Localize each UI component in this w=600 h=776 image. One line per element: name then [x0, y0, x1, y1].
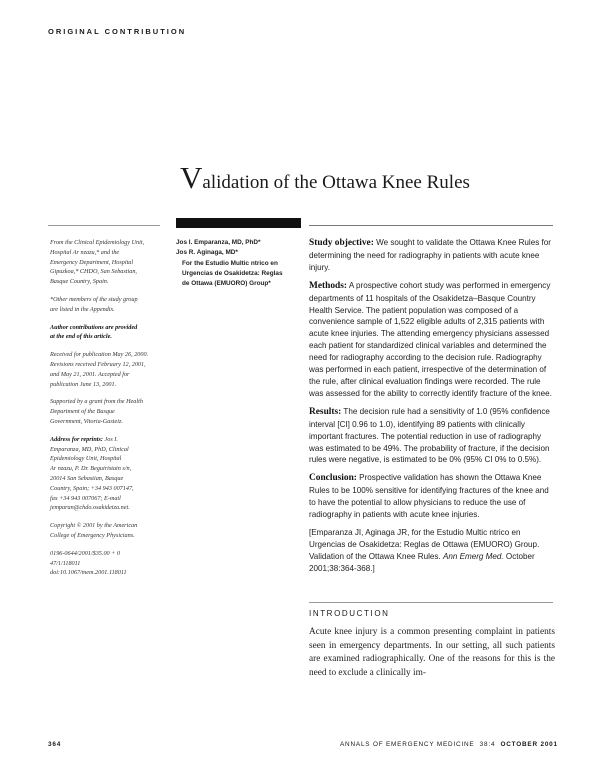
contributions-note: Author contributions are provided at the end of this article. [50, 323, 138, 341]
introduction-text: Acute knee injury is a common presenting complaint in patients seen in emergency departments. In our setting, all such patients are examined radiographically. One of the reasons for this is the need to exclude a clinically im- [309, 627, 555, 679]
dates-note: Received for publication May 26, 2000. Revisions received February 12, 2001, and May 21, 2001. Accepted for publication June 13, 2001. [50, 351, 149, 388]
affiliation-note: From the Clinical Epidemiology Unit, Hospital Ar nzazu,* and the Emergency Department, Hospital Gipuzkoa,* CHDO, San Sebastian, Basque Country, Spain. [50, 239, 145, 286]
introduction-divider [309, 602, 553, 603]
doi-note: 0196-0644/2001/$35.00 + 0 47/1/118011 doi:10.1067/mem.2001.118011 [50, 549, 127, 577]
journal-name: ANNALS OF EMERGENCY MEDICINE [340, 741, 475, 748]
running-footer [340, 741, 558, 748]
journal-volume: 38:4 [479, 741, 496, 748]
abstract-citation: [Emparanza JI, Aginaga JR, for the Estudio Multic ntrico en Urgencias de Osakidetza: Reglas de Ottawa (EMUORO) Group. Validation of the Ottawa Knee Rules. Ann Emerg Med. October 2001;38:364-368.] [309, 527, 540, 573]
introduction-heading: INTRODUCTION [309, 609, 390, 618]
title-initial: V [180, 160, 203, 195]
author-list [176, 238, 304, 289]
author-bar [176, 218, 301, 228]
abstract-results: Results: The decision rule had a sensitivity of 1.0 (95% confidence interval [CI] 0.96 to 1.0), identifying 89 patients with clinically important fractures. The potential reduction in use of radiography was estimated to be 49%. The probability of fracture, if the decision rules were negative, is estimated to be 0% (95% CI 0% to 0.5%). [309, 406, 550, 465]
members-note: *Other members of the study group are listed in the Appendix. [50, 295, 138, 313]
page-number: 364 [48, 741, 62, 748]
author-1: Jos I. Emparanza, MD, PhD* [176, 239, 261, 246]
abstract [309, 237, 555, 581]
study-group: For the Estudio Multic ntrico en Urgencias de Osakidetza: Reglas de Ottawa (EMUORO) Group* [182, 259, 283, 288]
article-title [180, 160, 470, 196]
support-note: Supported by a grant from the Health Department of the Basque Government, Vitoria-Gasteiz. [50, 398, 143, 425]
abstract-methods: Methods: A prospective cohort study was performed in emergency departments of 11 hospitals of the Osakidetza–Basque Country Health Service. The patient population was composed of a convenience sample of 1,522 eligible adults of 2,315 patients with acute knee injuries. The attending emergency physicians assessed each patient for standardized clinical variables and determined the need for radiography according to the decision rule. Radiography was performed in each patient, irrespective of the determination of the rule, after clinical evaluation findings were recorded. The rule was assessed for the ability to correctly identify fracture of the knee. [309, 280, 552, 398]
author-notes [50, 238, 165, 586]
journal-date: OCTOBER 2001 [500, 741, 558, 748]
abstract-divider [309, 225, 553, 226]
left-divider [48, 225, 160, 226]
section-label: ORIGINAL CONTRIBUTION [48, 27, 187, 36]
title-rest: alidation of the Ottawa Knee Rules [202, 172, 470, 193]
copyright-note: Copyright © 2001 by the American College of Emergency Physicians. [50, 522, 138, 539]
abstract-conclusion: Conclusion: Prospective validation has shown the Ottawa Knee Rules to be 100% sensitive for identifying fractures of the knee and to have the potential to allow physicians to reduce the use of radiography in patients with acute knee injuries. [309, 473, 549, 520]
author-2: Jos R. Aginaga, MD* [176, 249, 238, 257]
reprints-note: Address for reprints: Jos I. Emparanza, MD, PhD, Clinical Epidemiology Unit, Hospital Ar nzazu, P. Dr. Beguiristain s/n, 20014 San Sebastian, Basque Country, Spain; +34 943 007147, fax +34 943 007067; E-mail jemparan@chdo.osakidetza.net. [50, 435, 134, 512]
abstract-objective: Study objective: We sought to validate the Ottawa Knee Rules for determining the need for radiography in patients with acute knee injury. [309, 238, 551, 272]
